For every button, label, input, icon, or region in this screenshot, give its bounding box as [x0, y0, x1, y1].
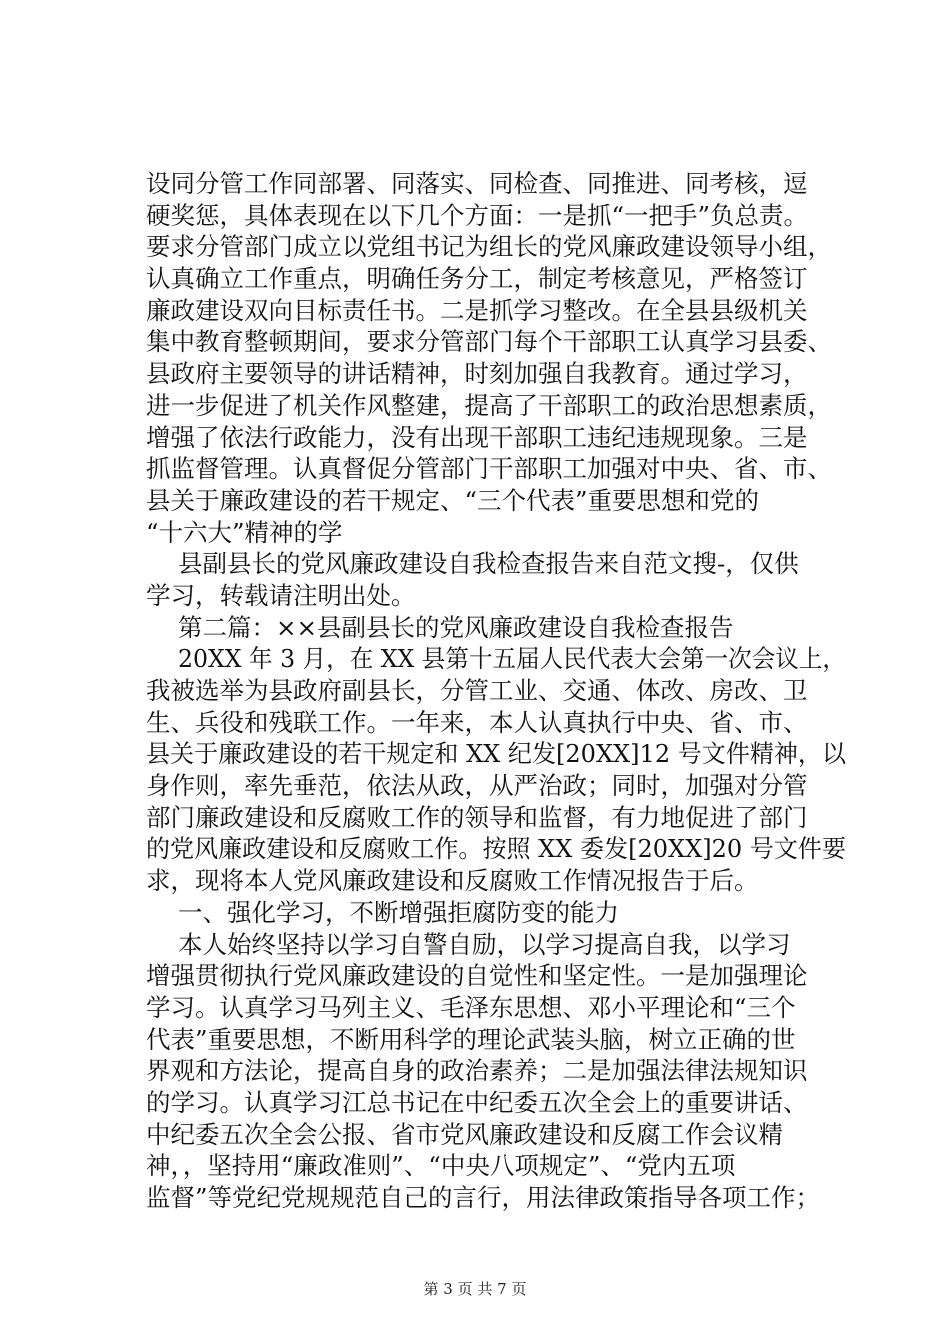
- text-line: 本人始终坚持以学习自警自励，以学习提高自我，以学习: [178, 929, 791, 959]
- page-footer: 第 3 页 共 7 页: [423, 1280, 527, 1298]
- text-line: 县政府主要领导的讲话精神，时刻加强自我教育。通过学习，: [146, 359, 808, 389]
- text-line: 集中教育整顿期间，要求分管部门每个干部职工认真学习县委、: [146, 327, 832, 357]
- text-line: 县副县长的党风廉政建设自我检查报告来自范文搜-，仅供: [178, 549, 799, 579]
- text-line: 代表”重要思想，不断用科学的理论武装头脑，树立正确的世: [146, 1024, 796, 1054]
- text-line: 廉政建设双向目标责任书。二是抓学习整改。在全县县级机关: [146, 295, 808, 325]
- text-line: 硬奖惩，具体表现在以下几个方面：一是抓“一把手”负总责。: [146, 200, 809, 230]
- document-body: [146, 168, 846, 1214]
- text-line: 认真确立工作重点，明确任务分工，制定考核意见，严格签订: [146, 264, 808, 294]
- text-line: 县关于廉政建设的若干规定和 XX 纪发[20XX]12 号文件精神，以: [146, 739, 846, 769]
- text-line: 学习，转载请注明出处。: [146, 580, 416, 610]
- text-line: 神，，坚持用“廉政准则”、“中央八项规定”、“党内五项: [146, 1151, 736, 1181]
- text-line: 我被选举为县政府副县长，分管工业、交通、体改、房改、卫: [146, 676, 808, 705]
- text-line: 监督”等党纪党规规范自己的言行，用法律政策指导各项工作；: [146, 1183, 821, 1212]
- text-line: 20XX 年 3 月，在 XX 县第十五届人民代表大会第一次会议上，: [178, 644, 846, 674]
- text-line: 部门廉政建设和反腐败工作的领导和监督，有力地促进了部门: [146, 802, 808, 832]
- text-line: 县关于廉政建设的若干规定、“三个代表”重要思想和党的: [146, 485, 760, 515]
- text-line: 增强了依法行政能力，没有出现干部职工违纪违规现象。三是: [146, 422, 808, 452]
- text-line: 身作则，率先垂范，依法从政，从严治政；同时，加强对分管: [146, 771, 808, 801]
- text-line: 生、兵役和残联工作。一年来，本人认真执行中央、省、市、: [146, 707, 808, 737]
- text-line: 的学习。认真学习江总书记在中纪委五次全会上的重要讲话、: [146, 1087, 808, 1117]
- text-line: 抓监督管理。认真督促分管部门干部职工加强对中央、省、市、: [146, 454, 832, 484]
- text-line: 第二篇：××县副县长的党风廉政建设自我检查报告: [178, 612, 734, 642]
- text-line: 一、强化学习，不断增强拒腐防变的能力: [178, 897, 619, 927]
- text-line: 进一步促进了机关作风整建，提高了干部职工的政治思想素质，: [146, 390, 832, 420]
- text-line: 学习。认真学习马列主义、毛泽东思想、邓小平理论和“三个: [146, 992, 796, 1022]
- text-line: 求，现将本人党风廉政建设和反腐败工作情况报告于后。: [146, 866, 759, 896]
- text-line: 的党风廉政建设和反腐败工作。按照 XX 委发[20XX]20 号文件要: [146, 834, 846, 864]
- text-line: “十六大”精神的学: [146, 517, 343, 547]
- text-line: 中纪委五次全会公报、省市党风廉政建设和反腐工作会议精: [146, 1119, 783, 1149]
- text-line: 要求分管部门成立以党组书记为组长的党风廉政建设领导小组，: [146, 232, 832, 262]
- text-line: 界观和方法论，提高自身的政治素养；二是加强法律法规知识: [146, 1056, 808, 1086]
- text-line: 增强贯彻执行党风廉政建设的自觉性和坚定性。一是加强理论: [146, 961, 808, 991]
- text-line: 设同分管工作同部署、同落实、同检查、同推进、同考核，逗: [146, 169, 808, 198]
